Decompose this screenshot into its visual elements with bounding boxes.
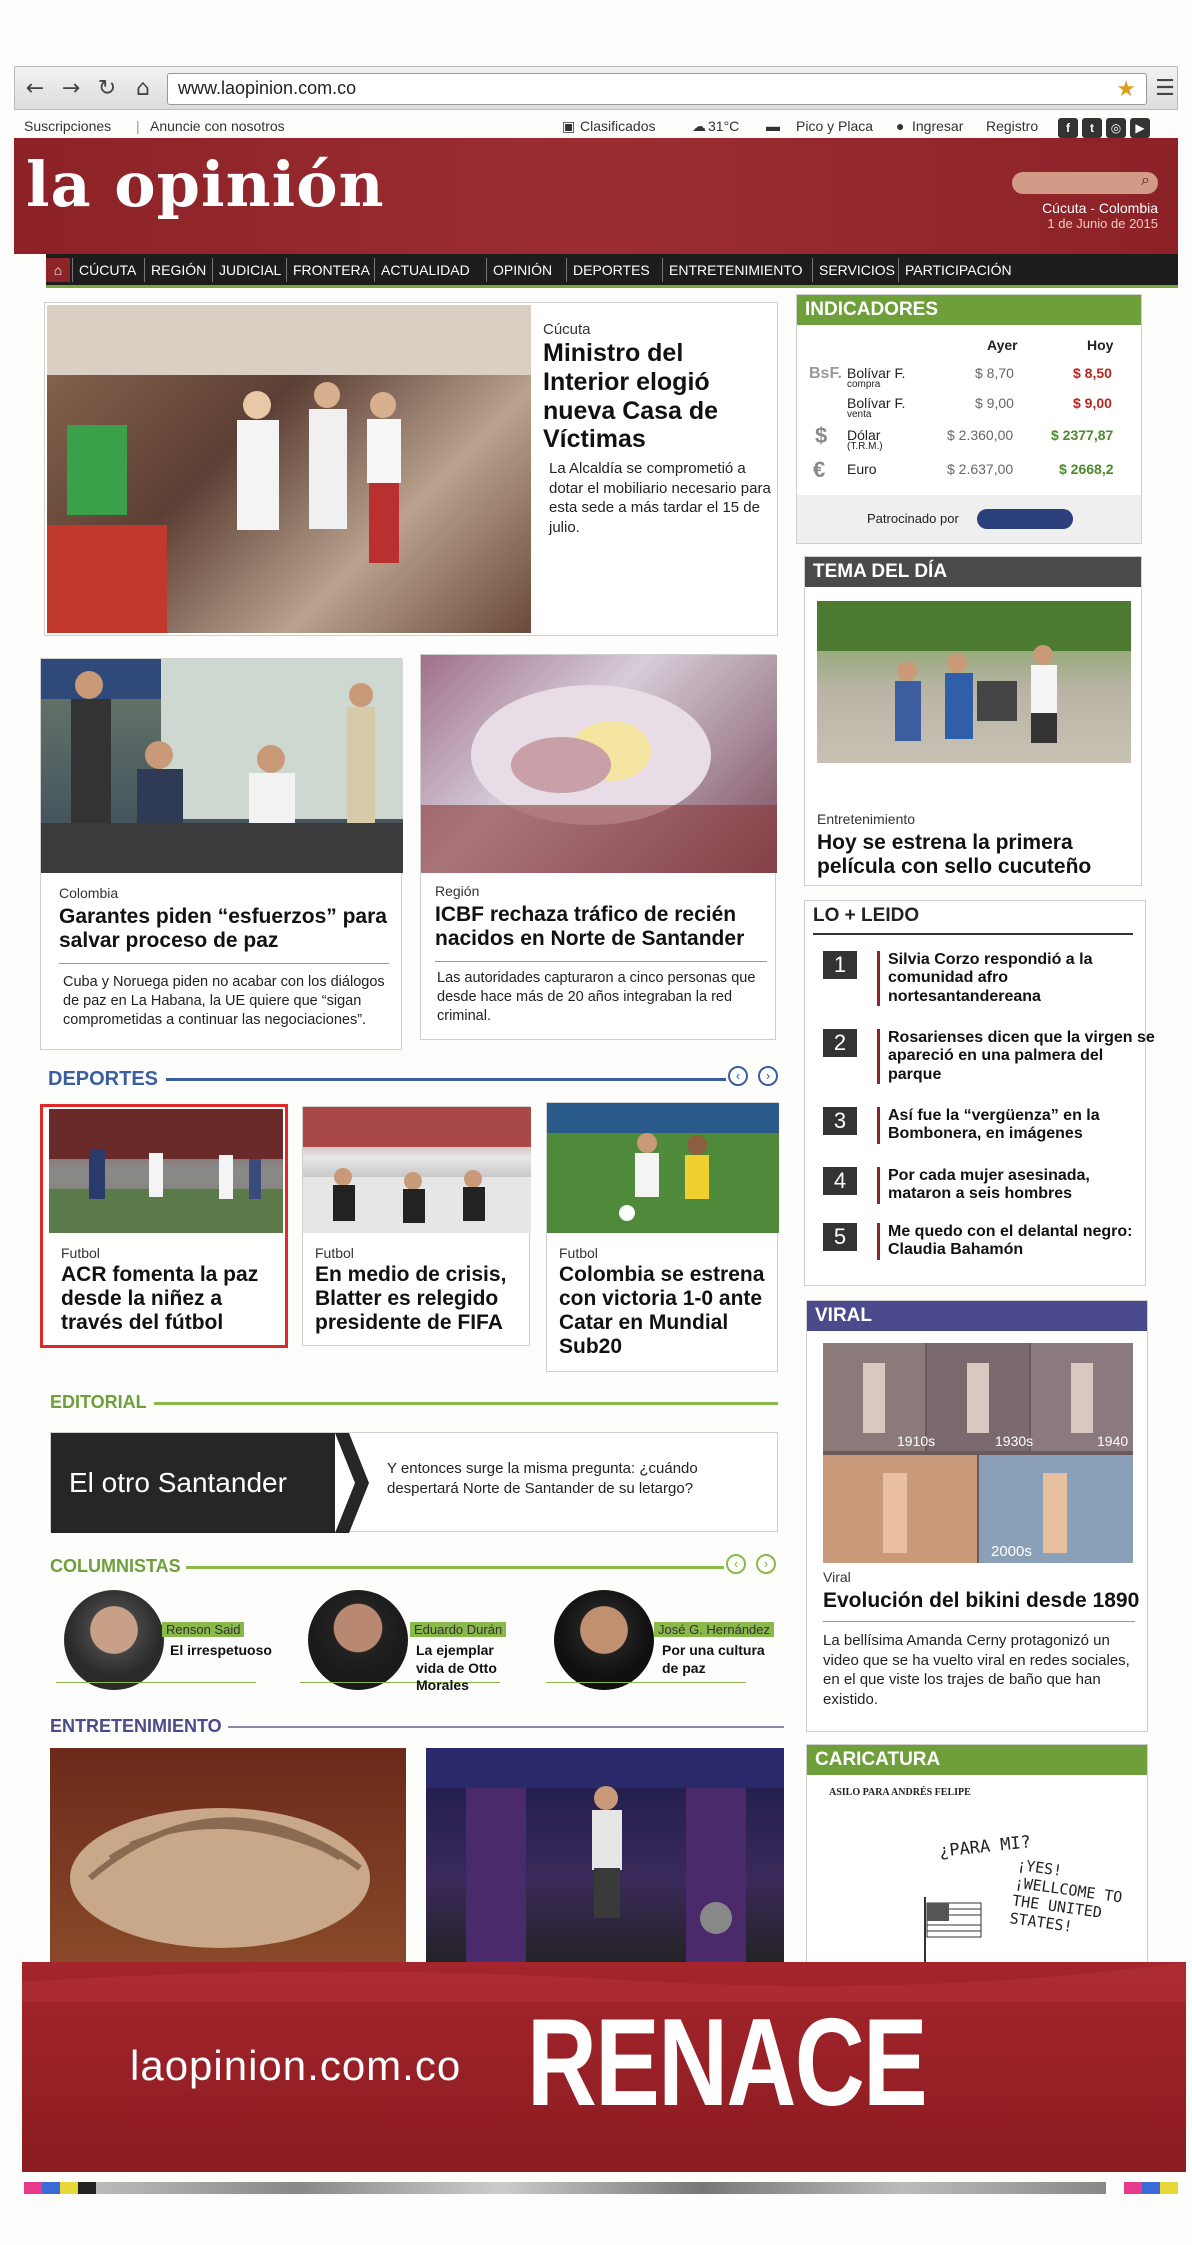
garantes-headline[interactable]: Garantes piden “esfuerzos” para salvar proceso de paz: [59, 905, 387, 953]
home-icon[interactable]: ⌂: [136, 76, 150, 101]
rank-number: 2: [823, 1029, 857, 1057]
next-arrow-icon[interactable]: ›: [758, 1066, 778, 1086]
indicador-row: [797, 389, 1141, 419]
mas-leido-item[interactable]: [823, 1167, 1143, 1211]
indicador-row: [797, 455, 1141, 485]
mas-leido-item[interactable]: [823, 1107, 1143, 1151]
nav-deportes[interactable]: DEPORTES: [566, 258, 656, 282]
indicador-name: Bolívar F.: [847, 365, 906, 381]
sponsor-label: Patrocinado por: [867, 511, 959, 526]
divider: [823, 1621, 1135, 1622]
renace-ad-banner[interactable]: [22, 1962, 1186, 2172]
garantes-photo[interactable]: [41, 659, 403, 873]
caricatura-question: ¿PARA MI?: [938, 1832, 1032, 1862]
entretenimiento-photo-2[interactable]: [426, 1748, 784, 1968]
nav-frontera[interactable]: FRONTERA: [286, 258, 376, 282]
link-registro[interactable]: Registro: [986, 118, 1039, 134]
rank-number: 3: [823, 1107, 857, 1135]
tema-title: TEMA DEL DÍA: [805, 557, 1141, 587]
story-icbf[interactable]: [420, 654, 776, 1040]
tema-photo-art: [817, 601, 1131, 763]
indicador-name: Bolívar F.: [847, 395, 906, 411]
twitter-icon[interactable]: t: [1082, 118, 1102, 138]
url-text: www.laopinion.com.co: [178, 78, 357, 98]
divider: [59, 963, 389, 964]
indicador-hoy: $ 9,00: [1073, 395, 1112, 411]
viral-photo-art: [823, 1343, 1133, 1563]
mas-leido-item[interactable]: [823, 1223, 1143, 1267]
tema-photo[interactable]: [817, 601, 1131, 763]
utility-bar: [14, 114, 1178, 138]
lead-photo-art: [47, 305, 531, 633]
location-text: Cúcuta - Colombia: [1042, 200, 1158, 216]
year-label: 1940: [1097, 1433, 1129, 1449]
prev-arrow-icon[interactable]: ‹: [728, 1066, 748, 1086]
weather-value: 31°C: [708, 118, 740, 134]
indicador-hoy: $ 8,50: [1073, 365, 1112, 381]
instagram-icon[interactable]: ◎: [1106, 118, 1126, 138]
dollar-symbol: $: [815, 423, 828, 448]
deportes-rule: [166, 1078, 726, 1081]
colombia-photo[interactable]: [547, 1103, 779, 1233]
blatter-photo-art: [303, 1107, 531, 1233]
garantes-kicker: Colombia: [59, 885, 119, 901]
mas-leido-headline[interactable]: Me quedo con el delantal negro: Claudia Bahamón: [877, 1223, 1157, 1260]
link-clasificados[interactable]: Clasificados: [580, 118, 656, 134]
avatar[interactable]: [308, 1590, 408, 1690]
columnist-name: Eduardo Durán: [410, 1622, 506, 1637]
nav-region[interactable]: REGIÓN: [144, 258, 212, 282]
icbf-kicker: Región: [435, 883, 480, 899]
separator: |: [136, 118, 140, 134]
ad-headline: RENACE: [527, 1994, 927, 2132]
rank-number: 5: [823, 1223, 857, 1251]
acr-kicker: Futbol: [61, 1245, 100, 1261]
search-icon[interactable]: ⌕: [1141, 172, 1150, 189]
mas-leido-headline[interactable]: Por cada mujer asesinada, mataron a seis hombres: [877, 1167, 1157, 1204]
tema-headline[interactable]: Hoy se estrena la primera película con sello cucuteño: [817, 831, 1092, 879]
lead-kicker: Cúcuta: [543, 321, 591, 338]
editorial-title: EDITORIAL: [50, 1392, 147, 1412]
columnist-item[interactable]: [56, 1586, 288, 1696]
deportes-item-colombia[interactable]: [546, 1102, 778, 1372]
armadillo-art: [50, 1748, 406, 1968]
editorial-card[interactable]: [50, 1432, 778, 1532]
nav-entretenimiento[interactable]: ENTRETENIMIENTO: [662, 258, 809, 282]
rank-number: 4: [823, 1167, 857, 1195]
indicador-row: [797, 421, 1141, 451]
entretenimiento-photo-1[interactable]: [50, 1748, 406, 1968]
icbf-summary: Las autoridades capturaron a cinco personas que desde hace más de 20 años integraban la red criminal.: [437, 970, 756, 1024]
indicador-name: Dólar: [847, 427, 881, 443]
indicador-sub: compra: [847, 379, 881, 390]
site-logo[interactable]: la opinión: [26, 148, 385, 221]
indicadores-title: INDICADORES: [797, 295, 1141, 325]
editorial-banner-text[interactable]: El otro Santander: [69, 1467, 287, 1498]
lead-headline[interactable]: Ministro del Interior elogió nueva Casa de Víctimas: [543, 339, 719, 454]
weather-icon: ☁: [692, 118, 706, 134]
viral-kicker: Viral: [823, 1569, 851, 1585]
title-rule: [813, 933, 1133, 935]
date-text: 1 de Junio de 2015: [1047, 216, 1158, 231]
indicador-sub: venta: [847, 409, 872, 420]
youtube-icon[interactable]: ▶: [1130, 118, 1150, 138]
indicador-ayer: $ 2.360,00: [947, 427, 1014, 443]
sponsor-logo[interactable]: [977, 509, 1073, 529]
main-nav: [46, 254, 1178, 288]
mas-leido-item[interactable]: [823, 951, 1143, 1011]
column-title[interactable]: El irrespetuoso: [170, 1642, 272, 1658]
indicadores-widget: [796, 294, 1142, 544]
acr-photo[interactable]: [49, 1109, 283, 1233]
mas-leido-headline[interactable]: Rosarienses dicen que la virgen se apareció en una palmera del parque: [877, 1029, 1157, 1084]
columnistas-title: COLUMNISTAS: [50, 1556, 181, 1576]
viral-title: VIRAL: [807, 1301, 1147, 1331]
nav-participacion[interactable]: PARTICIPACIÓN: [898, 258, 1018, 282]
icbf-headline[interactable]: ICBF rechaza tráfico de recién nacidos en Norte de Santander: [435, 903, 745, 951]
mas-leido-headline[interactable]: Silvia Corzo respondió a la comunidad afro nortesantandereana: [877, 951, 1157, 1006]
columnistas-rule: [186, 1566, 724, 1569]
viral-widget[interactable]: [806, 1300, 1148, 1732]
columnist-item[interactable]: [300, 1586, 532, 1696]
viral-summary: La bellísima Amanda Cerny protagonizó un video que se ha vuelto viral en redes sociales, en el que viste los trajes de baño que han existido.: [823, 1632, 1130, 1708]
car-icon: ▬: [766, 118, 780, 134]
nav-opinion[interactable]: OPINIÓN: [486, 258, 558, 282]
col-ayer: Ayer: [987, 337, 1018, 353]
entretenimiento-rule: [228, 1726, 784, 1728]
reload-icon[interactable]: ↻: [97, 76, 117, 101]
star-icon[interactable]: ★: [1116, 76, 1136, 101]
blatter-photo[interactable]: [303, 1107, 531, 1233]
link-ingresar[interactable]: Ingresar: [912, 118, 964, 134]
editorial-chevron: [335, 1433, 375, 1533]
caricatura-answer: ¡YES! ¡WELLCOME TO THE UNITED STATES!: [1008, 1855, 1124, 1936]
menu-icon[interactable]: ☰: [1155, 76, 1175, 101]
indicador-ayer: $ 9,00: [975, 395, 1014, 411]
lead-photo[interactable]: [47, 305, 531, 633]
mas-leido-widget: [804, 900, 1155, 1286]
viral-photo[interactable]: [823, 1343, 1133, 1563]
masthead: [14, 138, 1178, 254]
column-title[interactable]: La ejemplar vida de Otto Morales: [416, 1642, 497, 1693]
year-label: 1910s: [897, 1433, 936, 1449]
nav-judicial[interactable]: JUDICIAL: [212, 258, 287, 282]
address-bar[interactable]: [167, 73, 1147, 105]
col-hoy: Hoy: [1087, 337, 1114, 353]
avatar[interactable]: [554, 1590, 654, 1690]
caricatura-widget[interactable]: [806, 1744, 1148, 1984]
link-suscripciones[interactable]: Suscripciones: [24, 118, 112, 134]
ad-url: laopinion.com.co: [130, 2042, 462, 2089]
home-nav-icon[interactable]: ⌂: [46, 258, 70, 282]
icbf-photo[interactable]: [421, 655, 777, 873]
divider: [435, 961, 767, 962]
columnist-name: Renson Said: [162, 1622, 244, 1637]
colombia-photo-art: [547, 1103, 779, 1233]
entretenimiento-title: ENTRETENIMIENTO: [50, 1716, 222, 1736]
lead-story[interactable]: [44, 302, 778, 636]
bolivar-symbol: BsF.: [809, 365, 842, 382]
columnist-rule: [56, 1682, 256, 1683]
editorial-rule: [154, 1402, 778, 1405]
search-input[interactable]: [1012, 172, 1158, 194]
tema-del-dia[interactable]: [804, 556, 1142, 886]
deportes-item-blatter[interactable]: [302, 1106, 530, 1346]
indicador-ayer: $ 2.637,00: [947, 461, 1014, 477]
year-label: 2000s: [991, 1543, 1032, 1560]
mas-leido-item[interactable]: [823, 1029, 1155, 1089]
link-pico-placa[interactable]: Pico y Placa: [796, 118, 874, 134]
indicador-hoy: $ 2377,87: [1051, 427, 1114, 443]
acr-photo-art: [49, 1109, 283, 1233]
nav-servicios[interactable]: SERVICIOS: [812, 258, 901, 282]
columnist-name: José G. Hernández: [654, 1622, 774, 1637]
sponsor-strip: [797, 495, 1141, 543]
story-garantes[interactable]: [40, 658, 402, 1050]
print-colorbar: [24, 2182, 1188, 2194]
back-icon[interactable]: ←: [25, 76, 45, 101]
editorial-banner: [51, 1433, 335, 1533]
prev-arrow-icon[interactable]: ‹: [726, 1554, 746, 1574]
viral-headline[interactable]: Evolución del bikini desde 1890: [823, 1589, 1140, 1612]
euro-symbol: €: [813, 457, 826, 482]
caricatura-title: CARICATURA: [807, 1745, 1147, 1775]
rank-number: 1: [823, 951, 857, 979]
column-title[interactable]: Por una cultura de paz: [662, 1642, 765, 1676]
deportes-item-acr[interactable]: [40, 1104, 288, 1348]
colombia-kicker: Futbol: [559, 1245, 598, 1261]
icbf-photo-art: [421, 655, 777, 873]
user-icon: ●: [896, 118, 905, 134]
browser-toolbar: [14, 66, 1178, 110]
indicador-sub: (T.R.M.): [847, 441, 883, 452]
stage-art: [426, 1748, 784, 1968]
indicador-ayer: $ 8,70: [975, 365, 1014, 381]
caricatura-caption: ASILO PARA ANDRÉS FELIPE: [829, 1787, 971, 1798]
link-anuncie[interactable]: Anuncie con nosotros: [150, 118, 285, 134]
indicador-row: [797, 359, 1141, 389]
tema-kicker: Entretenimiento: [817, 811, 916, 827]
columnist-item[interactable]: [546, 1586, 786, 1696]
deportes-title: DEPORTES: [48, 1068, 159, 1090]
facebook-icon[interactable]: f: [1058, 118, 1078, 138]
nav-cucuta[interactable]: CÚCUTA: [72, 258, 142, 282]
editorial-text: Y entonces surge la misma pregunta: ¿cuándo despertará Norte de Santander de su letargo?: [387, 1460, 698, 1497]
mas-leido-title: LO + LEIDO: [813, 905, 920, 926]
colombia-headline[interactable]: Colombia se estrena con victoria 1-0 ante Catar en Mundial Sub20: [559, 1263, 765, 1359]
lead-summary: La Alcaldía se comprometió a dotar el mobiliario necesario para esta sede a más tardar el 15 de julio.: [549, 460, 771, 536]
garantes-photo-art: [41, 659, 403, 873]
indicador-name: Euro: [847, 461, 877, 477]
nav-actualidad[interactable]: ACTUALIDAD: [374, 258, 476, 282]
briefcase-icon: ▣: [562, 118, 576, 134]
blatter-kicker: Futbol: [315, 1245, 354, 1261]
avatar[interactable]: [64, 1590, 164, 1690]
blatter-headline[interactable]: En medio de crisis, Blatter es relegido presidente de FIFA: [315, 1263, 507, 1335]
forward-icon[interactable]: →: [61, 76, 81, 101]
indicador-hoy: $ 2668,2: [1059, 461, 1114, 477]
year-label: 1930s: [995, 1433, 1034, 1449]
garantes-summary: Cuba y Noruega piden no acabar con los diálogos de paz en La Habana, la UE quiere que “sigan comprometidas a continuar las negociaciones”.: [63, 974, 385, 1028]
mas-leido-headline[interactable]: Así fue la “vergüenza” en la Bombonera, en imágenes: [877, 1107, 1157, 1144]
next-arrow-icon[interactable]: ›: [756, 1554, 776, 1574]
columnist-rule: [546, 1682, 746, 1683]
acr-headline[interactable]: ACR fomenta la paz desde la niñez a través del fútbol: [61, 1263, 259, 1335]
